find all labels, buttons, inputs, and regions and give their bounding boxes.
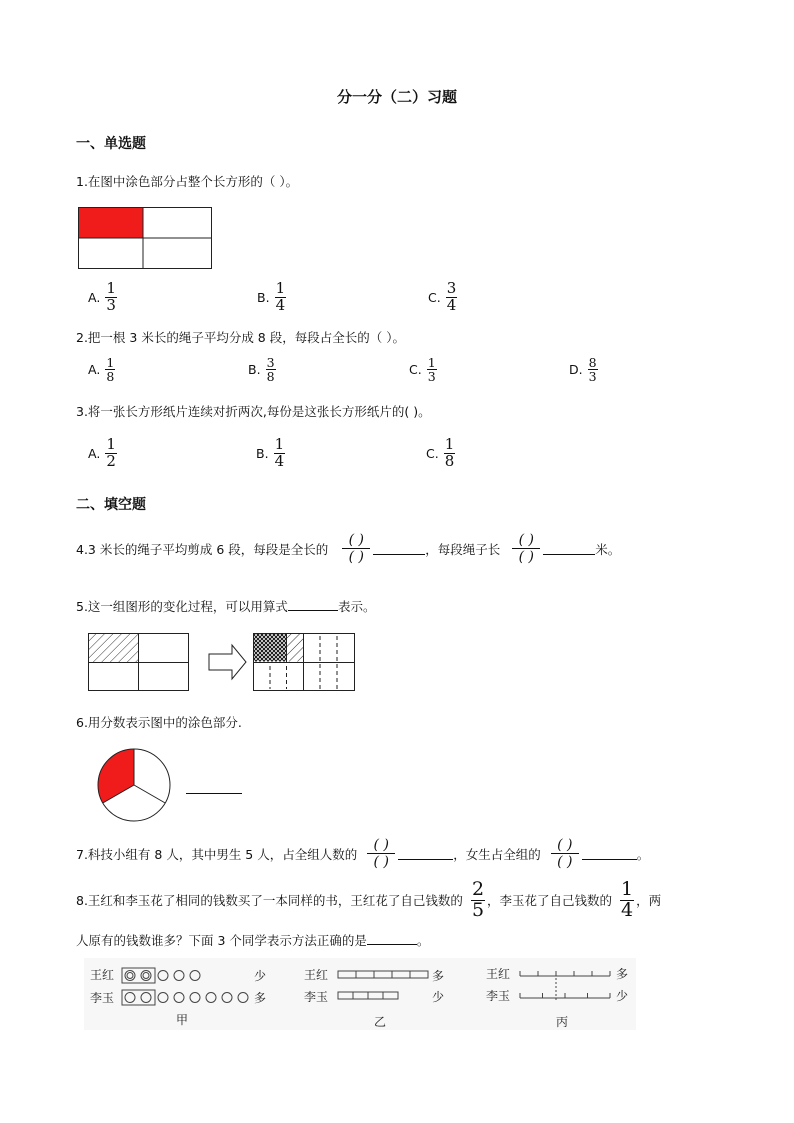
jia-caption: 甲 [176, 1013, 189, 1027]
q4-answer-blank-1[interactable] [373, 542, 425, 555]
q2-option-a-fraction: $\frac{1}{8}$ [106, 355, 115, 385]
q7-answer-blank-1[interactable] [398, 847, 453, 860]
question-3-stem: 3.将一张长方形纸片连续对折两次,每份是这张长方形纸片的( )。 [76, 404, 431, 419]
q1-option-a-fraction: $\frac{1}{3}$ [106, 279, 116, 314]
q3-option-b-fraction: $\frac{1}{4}$ [274, 435, 285, 470]
yi-mark-1: 多 [432, 969, 445, 983]
q3-option-b[interactable]: B. $\frac{1}{4}$ [256, 435, 285, 470]
q8-answer-blank[interactable] [367, 932, 417, 945]
bing-mark-2: 少 [616, 989, 629, 1003]
q3-option-a[interactable]: A. $\frac{1}{2}$ [88, 435, 116, 470]
q4-fraction-blank-2[interactable]: ( ) ( ) [512, 532, 540, 565]
q3-option-c-fraction: $\frac{1}{8}$ [444, 435, 455, 470]
q1-option-c-fraction: $\frac{3}{4}$ [446, 279, 457, 314]
q2-option-d-fraction: $\frac{8}{3}$ [588, 355, 597, 385]
q3-option-a-fraction: $\frac{1}{2}$ [106, 435, 116, 470]
q4-text-1: 4.3 米长的绳子平均剪成 6 段，每段是全长的 [76, 541, 329, 557]
q8-fraction-2: $\frac{1}{4}$ [621, 878, 634, 921]
q3-option-c[interactable]: C. $\frac{1}{8}$ [426, 435, 455, 470]
yi-caption: 乙 [374, 1015, 387, 1029]
q6-answer-blank[interactable] [186, 781, 242, 794]
q1-rectangle-figure [78, 207, 212, 269]
q4-text-3: 米。 [595, 541, 621, 557]
q4-answer-blank-2[interactable] [543, 542, 595, 555]
q8-line-2-text: 人原有的钱数谁多？下面 3 个同学表示方法正确的是 [76, 933, 367, 948]
bing-row2-label: 李玉 [486, 989, 511, 1003]
q5-divided-rectangle [253, 633, 355, 691]
q6-circle-figure [94, 748, 174, 822]
q7-text-3: 。 [636, 846, 650, 862]
yi-row1-label: 王红 [304, 968, 329, 982]
question-2-stem: 2.把一根 3 米长的绳子平均分成 8 段，每段占全长的（ ）。 [76, 330, 405, 345]
q2-option-b-fraction: $\frac{3}{8}$ [266, 355, 275, 385]
page-title: 分一分（二）习题 [336, 88, 457, 106]
q1-option-b[interactable]: B. $\frac{1}{4}$ [257, 279, 286, 314]
section-heading-fill-blank: 二、填空题 [76, 497, 146, 513]
section-heading-single-choice: 一、单选题 [76, 136, 146, 152]
yi-row2-label: 李玉 [304, 990, 329, 1004]
q8-text-1: 8.王红和李玉花了相同的钱数买了一本同样的书，王红花了自己钱数的 [76, 893, 463, 909]
bing-caption: 丙 [556, 1015, 569, 1029]
q7-fraction-blank-2[interactable]: ( ) ( ) [551, 837, 579, 870]
jia-mark-1: 少 [254, 969, 267, 983]
jia-mark-2: 多 [254, 991, 267, 1005]
q8-text-2: ，李玉花了自己钱数的 [487, 893, 613, 909]
q5-original-rectangle [88, 633, 189, 691]
jia-row1-label: 王红 [90, 968, 115, 982]
question-7 [76, 837, 649, 870]
q5-answer-blank[interactable] [288, 598, 338, 611]
q7-text-1: 7.科技小组有 8 人，其中男生 5 人，占全组人数的 [76, 846, 358, 862]
bing-mark-1: 多 [616, 967, 629, 981]
q4-fraction-blank-1[interactable]: ( ) ( ) [342, 532, 370, 565]
q8-line-2-end: 。 [416, 933, 430, 948]
bing-row1-label: 王红 [486, 967, 511, 981]
q4-text-2: ，每段绳子长 [425, 541, 501, 557]
q1-option-a[interactable]: A. $\frac{1}{3}$ [88, 279, 116, 314]
question-6-stem: 6.用分数表示图中的涂色部分. [76, 715, 242, 730]
yi-mark-2: 少 [432, 990, 445, 1004]
q2-option-d[interactable]: D. $\frac{8}{3}$ [569, 355, 597, 385]
q1-option-b-fraction: $\frac{1}{4}$ [275, 279, 286, 314]
question-5 [76, 597, 375, 615]
q7-text-2: ，女生占全组的 [453, 846, 541, 862]
q8-figures [84, 958, 636, 1030]
question-8-line-2 [76, 931, 429, 949]
q7-answer-blank-2[interactable] [582, 847, 637, 860]
q2-option-c[interactable]: C. $\frac{1}{3}$ [409, 355, 436, 385]
q5-figure [88, 633, 356, 692]
question-1-stem: 1.在图中涂色部分占整个长方形的（ ）。 [76, 174, 299, 189]
q2-option-b[interactable]: B. $\frac{3}{8}$ [248, 355, 275, 385]
q5-arrow-icon [209, 645, 246, 679]
q8-fraction-1: $\frac{2}{5}$ [471, 878, 485, 921]
q2-option-a[interactable]: A. $\frac{1}{8}$ [88, 355, 115, 385]
q5-text-2: 表示。 [337, 599, 376, 614]
q1-option-c[interactable]: C. $\frac{3}{4}$ [428, 279, 457, 314]
q1-shaded-part [79, 208, 143, 239]
question-4 [76, 532, 620, 565]
q5-text-1: 5.这一组图形的变化过程，可以用算式 [76, 599, 288, 614]
q7-fraction-blank-1[interactable]: ( ) ( ) [367, 837, 395, 870]
q8-text-3: ，两 [636, 893, 662, 909]
q2-option-c-fraction: $\frac{1}{3}$ [427, 355, 436, 385]
jia-row2-label: 李玉 [90, 991, 115, 1005]
question-8-line-1 [76, 880, 661, 921]
